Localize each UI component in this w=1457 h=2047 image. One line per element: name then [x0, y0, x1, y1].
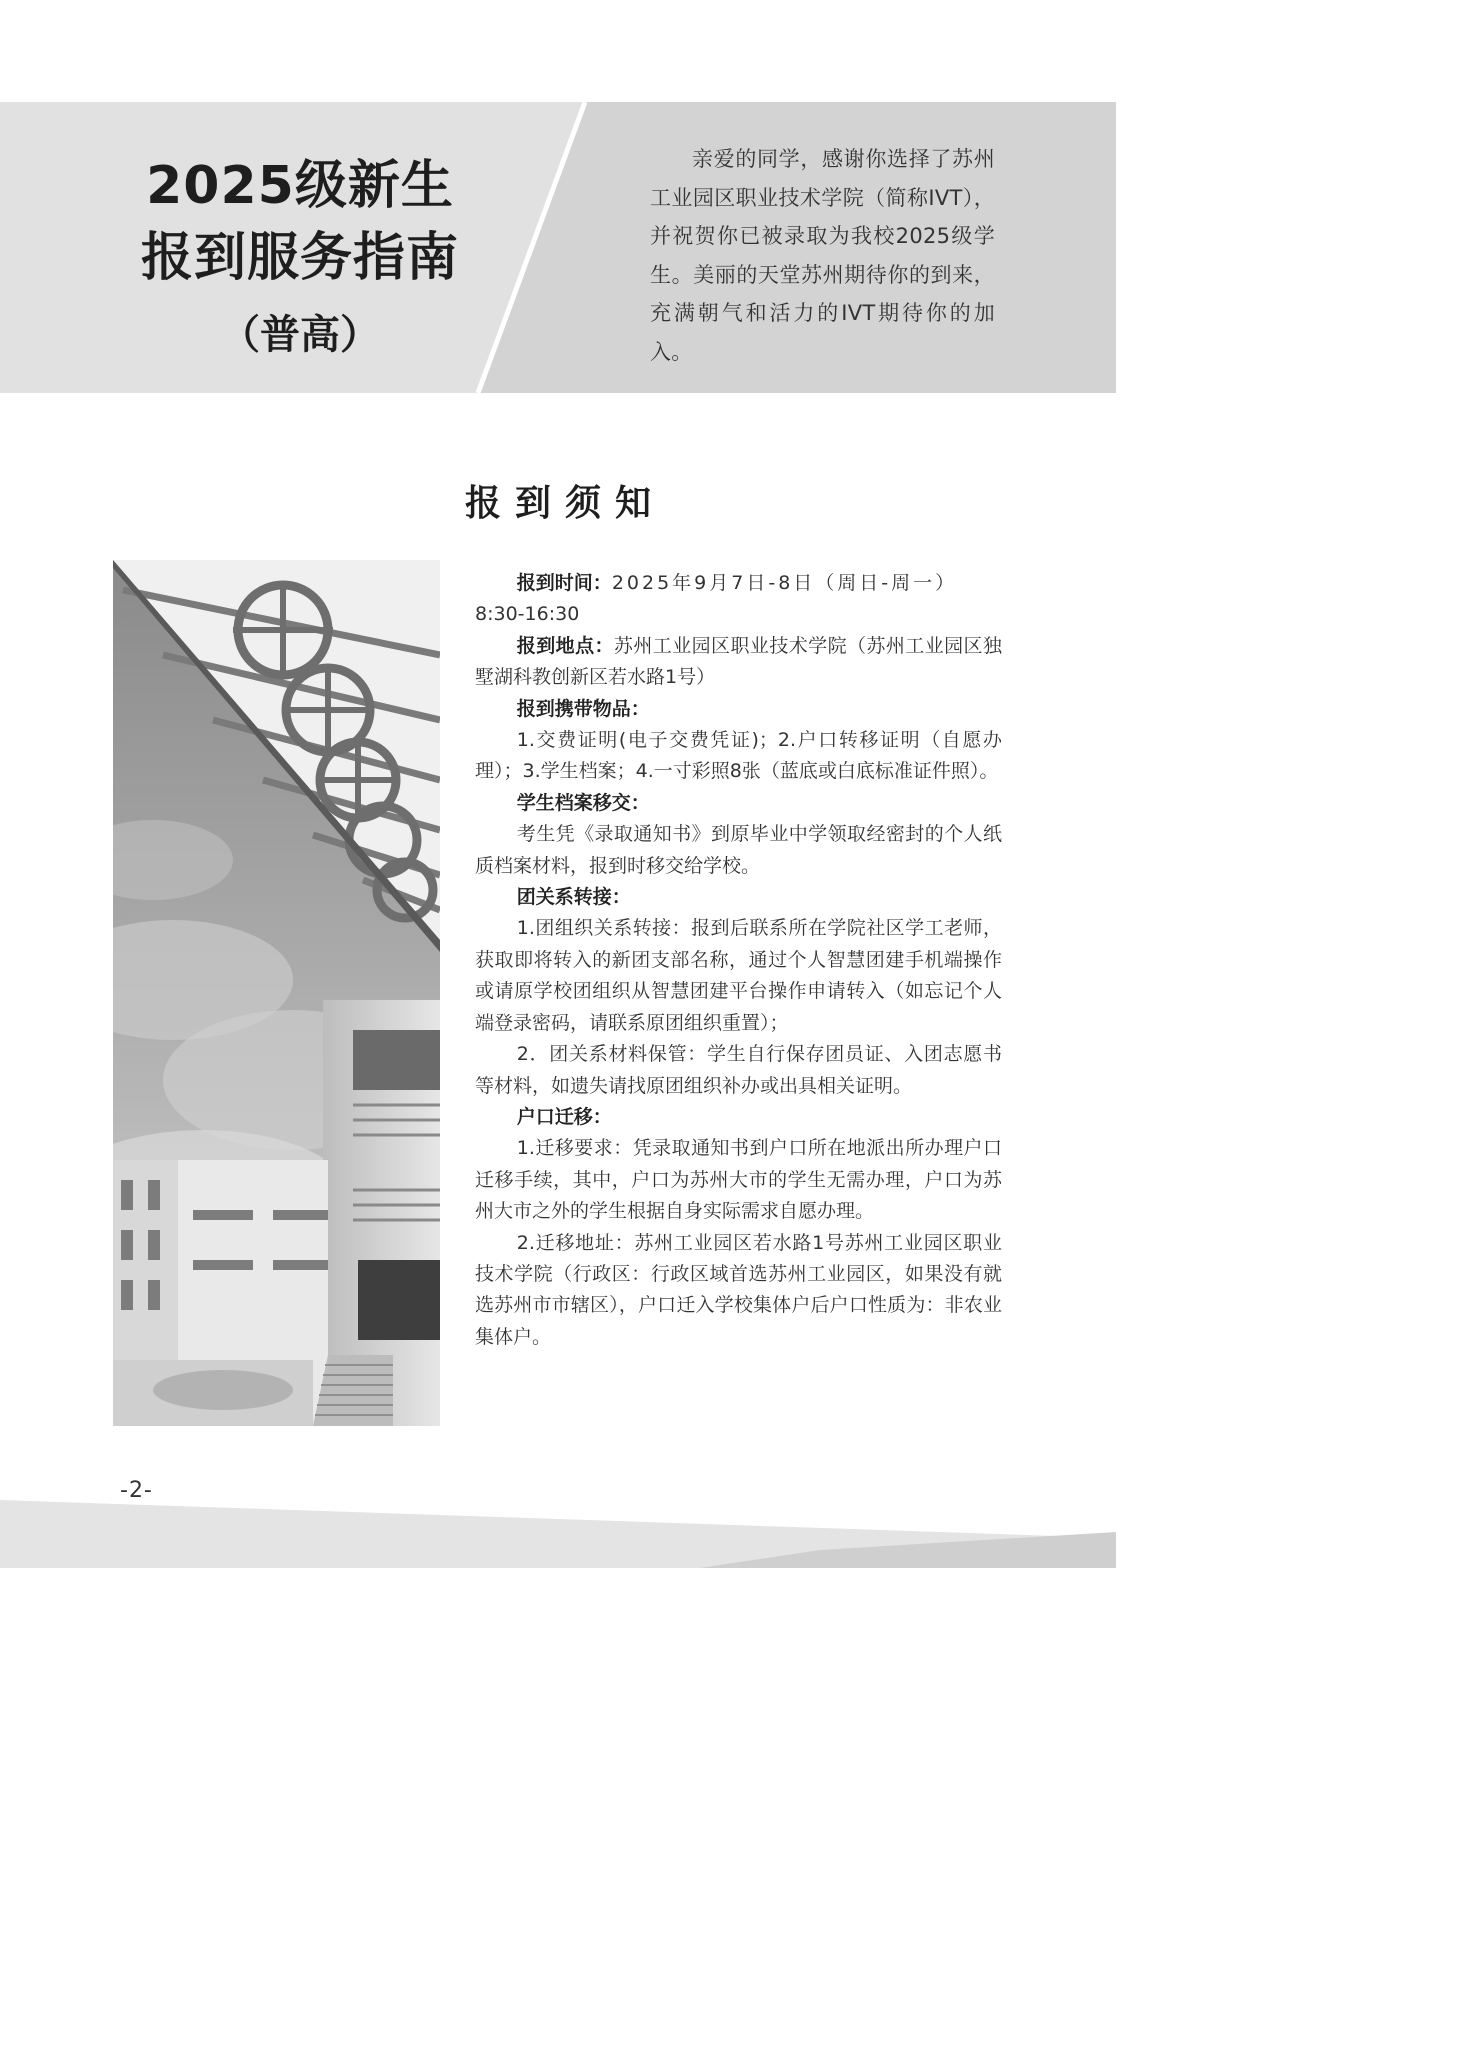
- time-hours: 8:30-16:30: [475, 603, 580, 626]
- footer-banner: [0, 1500, 1116, 1568]
- notice-archive-heading: [475, 788, 1002, 819]
- time-value: 2025年9月7日-8日（周日-周一）: [611, 572, 958, 594]
- archive-value: 考生凭《录取通知书》到原毕业中学领取经密封的个人纸质档案材料，报到时移交给学校。: [475, 823, 1002, 877]
- footer-background: [0, 1500, 1116, 1568]
- hukou-label: 户口迁移：: [516, 1105, 612, 1128]
- hukou-value-1: 1.迁移要求：凭录取通知书到户口所在地派出所办理户口迁移手续，其中，户口为苏州大市的学生无需办理，户口为苏州大市之外的学生根据自身实际需求自愿办理。: [475, 1137, 1002, 1223]
- section-title: 报到须知: [464, 483, 665, 524]
- campus-photo: [113, 560, 440, 1426]
- welcome-paragraph: 亲爱的同学，感谢你选择了苏州工业园区职业技术学院（简称IVT），并祝贺你已被录取为我校2025级学生。美丽的天堂苏州期待你的到来，充满朝气和活力的IVT期待你的加入。: [650, 147, 995, 364]
- time-label: 报到时间：: [516, 572, 612, 594]
- league-value-2: 2．团关系材料保管：学生自行保存团员证、入团志愿书等材料，如遗失请找原团组织补办或出具相关证明。: [475, 1043, 1002, 1097]
- notice-items-heading: [475, 694, 1002, 725]
- items-value: 1.交费证明(电子交费凭证)；2.户口转移证明（自愿办理）；3.学生档案；4.一寸彩照8张（蓝底或白底标准证件照）。: [475, 729, 1002, 783]
- notice-content: [475, 568, 1002, 1353]
- place-value: 苏州工业园区职业技术学院（苏州工业园区独墅湖科教创新区若水路1号）: [475, 634, 1002, 689]
- notice-league-heading: [475, 882, 1002, 913]
- notice-place: [475, 631, 1002, 694]
- notice-time: [475, 568, 1002, 599]
- league-value-1: 1.团组织关系转接：报到后联系所在学院社区学工老师，获取即将转入的新团支部名称，通过个人智慧团建手机端操作或请原学校团组织从智慧团建平台操作申请转入（如忘记个人端登录密码，请联系原团组织重置）；: [475, 917, 1002, 1034]
- guide-title: [60, 150, 540, 370]
- title-subtitle: （普高）: [220, 312, 380, 358]
- items-label: 报到携带物品：: [516, 697, 650, 720]
- league-label: 团关系转接：: [516, 886, 631, 909]
- archive-label: 学生档案移交：: [516, 791, 650, 814]
- place-label: 报到地点：: [516, 634, 614, 657]
- title-line-2: 报到服务指南: [140, 228, 459, 288]
- hukou-value-2: 2.迁移地址：苏州工业园区若水路1号苏州工业园区职业技术学院（行政区：行政区域首选苏州工业园区，如果没有就选苏州市市辖区），户口迁入学校集体户后户口性质为：非农业集体户。: [475, 1231, 1002, 1348]
- notice-hukou-heading: [475, 1102, 1002, 1133]
- title-line-1: 2025级新生: [146, 156, 454, 216]
- page-number: -2-: [120, 1478, 153, 1503]
